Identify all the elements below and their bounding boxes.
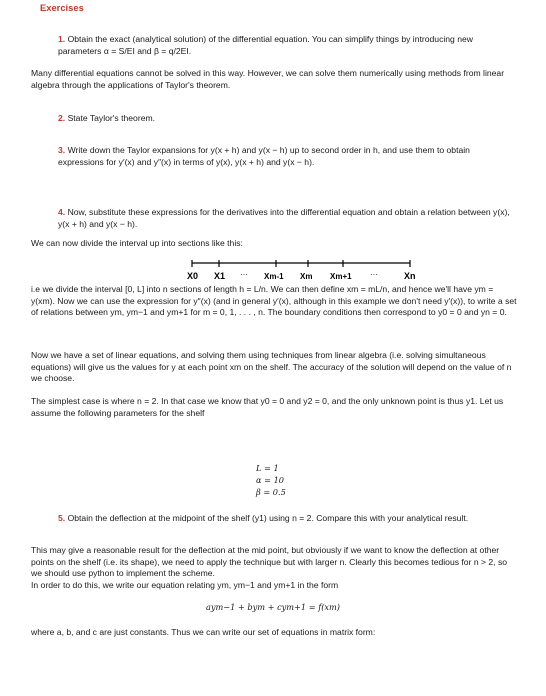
reasonable-paragraph: This may give a reasonable result for the deflection at the mid point, but obviously if we want to know the deflection at other points on the shelf (i.e. its shape), we need to apply the technique but with larger n. Clearly this becomes tedious for n > 2, so we should use python to implement the scheme.	[31, 545, 508, 578]
param-beta: β = 0.5	[256, 487, 286, 497]
label-xn: Xn	[404, 271, 416, 281]
question-5	[58, 513, 518, 525]
matrix-form-paragraph: where a, b, and c are just constants. Thus we can write our set of equations in matrix form:	[31, 627, 376, 637]
question-number: 2.	[58, 113, 66, 123]
label-xm: Xm	[300, 272, 313, 281]
linear-system-paragraph: Now we have a set of linear equations, and solving them using techniques from linear algebra (i.e. solving simultaneous equations) will give us the values for y at each point xm on the shelf. The accuracy of the solution will depend on the value of n we choose.	[31, 350, 512, 383]
shelf-parameters	[256, 462, 286, 498]
question-3	[58, 145, 518, 168]
divide-paragraph: We can now divide the interval up into sections like this:	[31, 238, 243, 248]
label-x1: X1	[214, 271, 226, 281]
question-number: 1.	[58, 34, 66, 44]
label-ellipsis-1: ···	[240, 270, 248, 279]
question-number: 5.	[58, 513, 66, 523]
label-xm+1: Xm+1	[330, 272, 352, 281]
interval-paragraph: i.e we divide the interval [0, L] into n sections of length h = L/n. We can then define xm = mL/n, and hence we'll have ym = y(xm). Now we can use the expression for y″(x) (and in general y′(x), although in this example we don't need y′(x)), to write a set of relations between ym, ym−1 and ym+1 for m = 0, 1, . . . , n. The boundary conditions then correspond to y0 = 0 and yn = 0.	[31, 284, 517, 317]
simplest-case-paragraph: The simplest case is where n = 2. In that case we know that y0 = 0 and y2 = 0, and the only unknown point is thus y1. Let us assume the following parameters for the shelf	[31, 396, 504, 418]
question-text: Now, substitute these expressions for the derivatives into the differential equation and obtain a relation between y(x), y(x + h) and y(x − h).	[58, 207, 510, 229]
interval-diagram	[186, 260, 416, 284]
param-alpha: α = 10	[256, 475, 285, 485]
label-xm-1: Xm-1	[264, 272, 284, 281]
question-2	[58, 113, 518, 125]
question-text: State Taylor's theorem.	[67, 113, 156, 123]
question-number: 3.	[58, 145, 66, 155]
label-x0: X0	[187, 271, 199, 281]
question-text: Obtain the exact (analytical solution) of the differential equation. You can simplify things by introducing new parameters α = S/EI and β = q/2EI.	[58, 34, 473, 56]
question-text: Obtain the deflection at the midpoint of the shelf (y1) using n = 2. Compare this with your analytical result.	[67, 513, 469, 523]
question-text: Write down the Taylor expansions for y(x + h) and y(x − h) up to second order in h, and use them to obtain expressions for y′(x) and y″(x) in terms of y(x), y(x + h) and y(x − h).	[58, 145, 470, 167]
intro-paragraph: Many differential equations cannot be solved in this way. However, we can solve them numerically using methods from linear algebra through the applications of Taylor's theorem.	[31, 68, 505, 90]
page-heading: Exercises	[40, 2, 84, 13]
label-ellipsis-2: ···	[370, 270, 378, 279]
order-paragraph: In order to do this, we write our equation relating ym, ym−1 and ym+1 in the form	[31, 580, 339, 590]
question-number: 4.	[58, 207, 66, 217]
question-4	[58, 207, 518, 230]
param-l: L = 1	[256, 463, 279, 473]
question-1	[58, 34, 518, 57]
recurrence-equation: aym−1 + bym + cym+1 = f(xm)	[205, 602, 340, 612]
